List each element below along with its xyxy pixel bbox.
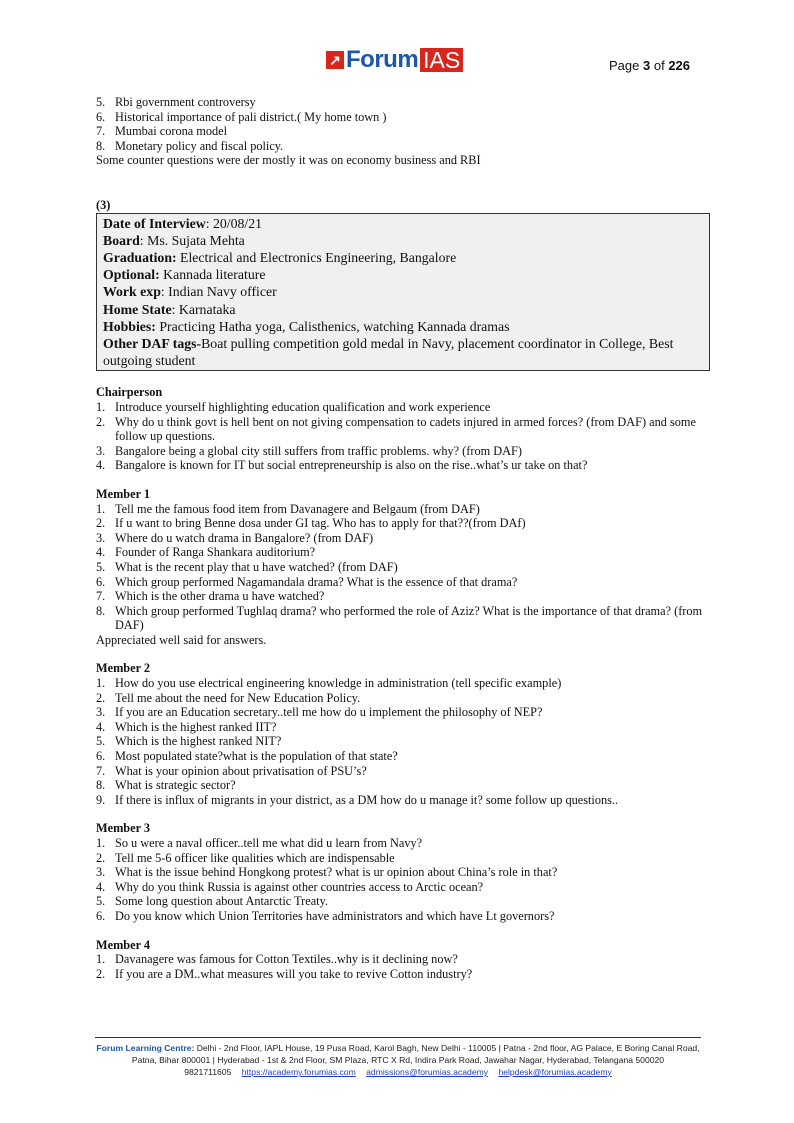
list-item-text: Davanagere was famous for Cotton Textiles..why is it declining now? bbox=[115, 952, 458, 967]
info-value: : Indian Navy officer bbox=[160, 284, 277, 300]
list-item-number: 5. bbox=[96, 559, 106, 574]
list-item-text: Why do you think Russia is against other countries access to Arctic ocean? bbox=[115, 879, 484, 894]
info-key: Optional: bbox=[103, 267, 160, 283]
list-item bbox=[96, 909, 706, 924]
page-current: 3 bbox=[643, 58, 651, 73]
page-total: 226 bbox=[668, 58, 691, 73]
list-item bbox=[96, 691, 706, 706]
interview-sections bbox=[96, 385, 706, 981]
list-item-number: 1. bbox=[96, 952, 106, 967]
footer bbox=[95, 1037, 701, 1078]
list-item bbox=[96, 502, 706, 517]
forumias-logo bbox=[326, 47, 463, 73]
list-item-text: If there is influx of migrants in your district, as a DM how do u manage it? some follow up questions.. bbox=[115, 792, 619, 807]
list-item bbox=[96, 95, 706, 110]
list-item-text: Bangalore being a global city still suffers from traffic problems. why? (from DAF) bbox=[115, 443, 522, 458]
list-item-text: Founder of Ranga Shankara auditorium? bbox=[115, 545, 316, 560]
list-item-number: 1. bbox=[96, 676, 106, 691]
logo-ias-text: IAS bbox=[420, 48, 463, 72]
list-item bbox=[96, 400, 706, 415]
info-value: : Ms. Sujata Mehta bbox=[139, 232, 245, 248]
interview-section bbox=[96, 385, 706, 473]
list-item-number: 8. bbox=[96, 138, 106, 153]
list-item bbox=[96, 560, 706, 575]
list-item-text: Tell me the famous food item from Davanagere and Belgaum (from DAF) bbox=[115, 501, 480, 516]
footer-address: Delhi - 2nd Floor, IAPL House, 19 Pusa Road, Karol Bagh, New Delhi - 110005 | Patna - 2nd floor, AG Palace, E Boring Canal Road, Patna, Bihar 800001 | Hyderabad - 1st & 2nd Floor, SM Plaza, RTC X Rd, Indira Park Road, Jawahar Nagar, Hyderabad, Telangana 500020 bbox=[131, 1043, 700, 1065]
list-item-text: Where do u watch drama in Bangalore? (from DAF) bbox=[115, 530, 374, 545]
list-item bbox=[96, 734, 706, 749]
info-value: Electrical and Electronics Engineering, Bangalore bbox=[176, 249, 457, 265]
list-item bbox=[96, 705, 706, 720]
list-item-text: Why do u think govt is hell bent on not giving compensation to cadets injured in armed forces? (from DAF) and some follow up questions. bbox=[115, 414, 696, 444]
list-item bbox=[96, 894, 706, 909]
info-value: Boat pulling competition gold medal in Navy, placement coordinator in College, Best outgoing student bbox=[103, 335, 674, 369]
footer-phone: 9821711605 bbox=[184, 1067, 232, 1077]
list-item bbox=[96, 124, 706, 139]
list-item-text: Introduce yourself highlighting education qualification and work experience bbox=[115, 399, 491, 414]
interview-section bbox=[96, 661, 706, 807]
info-value: : Karnataka bbox=[171, 301, 236, 317]
list-item bbox=[96, 444, 706, 459]
list-item-number: 2. bbox=[96, 850, 106, 865]
list-item-number: 6. bbox=[96, 109, 106, 124]
info-row bbox=[103, 335, 703, 369]
list-item-text: Tell me 5-6 officer like qualities which are indispensable bbox=[115, 850, 395, 865]
list-item-number: 4. bbox=[96, 458, 106, 473]
info-row bbox=[103, 266, 703, 283]
section-title: Member 2 bbox=[96, 661, 151, 676]
list-item-text: Bangalore is known for IT but social entrepreneurship is also on the rise..what’s ur take on that? bbox=[115, 458, 588, 473]
interview-number: (3) bbox=[96, 197, 111, 212]
list-item-text: Monetary policy and fiscal policy. bbox=[115, 138, 284, 153]
list-item-number: 5. bbox=[96, 734, 106, 749]
list-item-text: Which group performed Nagamandala drama? What is the essence of that drama? bbox=[115, 574, 518, 589]
list-item-number: 6. bbox=[96, 574, 106, 589]
list-item-number: 1. bbox=[96, 836, 106, 851]
list-item-text: Most populated state?what is the population of that state? bbox=[115, 749, 398, 764]
list-item bbox=[96, 139, 706, 154]
info-key: Home State bbox=[103, 301, 172, 317]
list-item bbox=[96, 415, 706, 444]
list-item-text: Which is the highest ranked NIT? bbox=[115, 734, 282, 749]
list-item bbox=[96, 836, 706, 851]
info-row bbox=[103, 232, 703, 249]
list-item-number: 4. bbox=[96, 719, 106, 734]
list-item bbox=[96, 458, 706, 473]
question-list bbox=[96, 502, 706, 633]
list-item-text: Historical importance of pali district.( My home town ) bbox=[115, 109, 387, 124]
list-item-text: Rbi government controversy bbox=[115, 95, 256, 109]
list-item-number: 3. bbox=[96, 443, 106, 458]
info-key: Graduation: bbox=[103, 249, 177, 265]
list-item-text: Which is the highest ranked IIT? bbox=[115, 719, 277, 734]
list-item-number: 6. bbox=[96, 749, 106, 764]
list-item bbox=[96, 967, 706, 982]
list-item bbox=[96, 545, 706, 560]
page-number bbox=[609, 58, 690, 73]
logo-arrow-icon: ↗ bbox=[326, 51, 344, 69]
list-item bbox=[96, 764, 706, 779]
list-item-number: 9. bbox=[96, 792, 106, 807]
list-item-number: 4. bbox=[96, 879, 106, 894]
list-item-number: 2. bbox=[96, 966, 106, 981]
logo-forum-text: Forum bbox=[346, 46, 419, 73]
list-item bbox=[96, 589, 706, 604]
section-note: Appreciated well said for answers. bbox=[96, 632, 267, 647]
list-item-number: 2. bbox=[96, 516, 106, 531]
list-item-text: If u want to bring Benne dosa under GI tag. Who has to apply for that??(from DAf) bbox=[115, 516, 526, 531]
list-item-text: Some long question about Antarctic Treaty. bbox=[115, 894, 329, 909]
list-item-number: 6. bbox=[96, 908, 106, 923]
list-item-number: 7. bbox=[96, 763, 106, 778]
list-item-number: 2. bbox=[96, 690, 106, 705]
footer-label: Forum Learning Centre: bbox=[96, 1043, 195, 1053]
info-row bbox=[103, 249, 703, 266]
info-key: Hobbies: bbox=[103, 318, 156, 334]
list-item-number: 8. bbox=[96, 778, 106, 793]
list-item bbox=[96, 110, 706, 125]
list-item-number: 3. bbox=[96, 705, 106, 720]
footer-link-helpdesk[interactable]: helpdesk@forumias.academy bbox=[498, 1067, 612, 1077]
list-item-number: 8. bbox=[96, 603, 106, 618]
info-key: Other DAF tags- bbox=[103, 335, 202, 351]
section-title: Member 1 bbox=[96, 486, 151, 501]
question-list bbox=[96, 676, 706, 807]
list-item bbox=[96, 516, 706, 531]
list-item-text: Mumbai corona model bbox=[115, 124, 228, 139]
list-item bbox=[96, 531, 706, 546]
list-item bbox=[96, 604, 706, 633]
intro-list bbox=[96, 95, 706, 153]
list-item-text: Do you know which Union Territories have administrators and which have Lt governors? bbox=[115, 908, 555, 923]
list-item bbox=[96, 865, 706, 880]
list-item-number: 4. bbox=[96, 545, 106, 560]
list-item-number: 3. bbox=[96, 530, 106, 545]
footer-link-academy[interactable]: https://academy.forumias.com bbox=[241, 1067, 356, 1077]
info-value: : 20/08/21 bbox=[205, 215, 263, 231]
page-of: of bbox=[653, 58, 665, 73]
list-item-text: What is strategic sector? bbox=[115, 778, 236, 793]
list-item-text: Which is the other drama u have watched? bbox=[115, 589, 325, 604]
list-item bbox=[96, 676, 706, 691]
page-prefix: Page bbox=[609, 58, 640, 73]
info-key: Work exp bbox=[103, 284, 161, 300]
list-item-text: Which group performed Tughlaq drama? who performed the role of Aziz? What is the importance of that drama? (from DAF) bbox=[115, 603, 703, 633]
info-key: Board bbox=[103, 232, 140, 248]
list-item bbox=[96, 749, 706, 764]
candidate-info-box bbox=[96, 213, 710, 372]
list-item-text: How do you use electrical engineering knowledge in administration (tell specific example) bbox=[115, 676, 562, 691]
list-item-number: 7. bbox=[96, 589, 106, 604]
list-item bbox=[96, 720, 706, 735]
info-key: Date of Interview bbox=[103, 215, 206, 231]
list-item bbox=[96, 778, 706, 793]
list-item-number: 5. bbox=[96, 894, 106, 909]
list-item-number: 7. bbox=[96, 124, 106, 139]
footer-link-admissions[interactable]: admissions@forumias.academy bbox=[366, 1067, 489, 1077]
section-title: Chairperson bbox=[96, 385, 163, 400]
list-item-text: If you are an Education secretary..tell me how do u implement the philosophy of NEP? bbox=[115, 705, 543, 720]
interview-section bbox=[96, 487, 706, 648]
document-body bbox=[96, 95, 706, 981]
list-item-text: So u were a naval officer..tell me what did u learn from Navy? bbox=[115, 836, 423, 851]
info-row bbox=[103, 215, 703, 232]
section-title: Member 4 bbox=[96, 937, 151, 952]
list-item-number: 2. bbox=[96, 414, 106, 429]
info-value: Practicing Hatha yoga, Calisthenics, watching Kannada dramas bbox=[155, 318, 510, 334]
info-row bbox=[103, 283, 703, 300]
list-item-text: What is the recent play that u have watched? (from DAF) bbox=[115, 559, 398, 574]
list-item-number: 1. bbox=[96, 399, 106, 414]
list-item-number: 3. bbox=[96, 865, 106, 880]
list-item-text: What is your opinion about privatisation of PSU’s? bbox=[115, 763, 367, 778]
list-item bbox=[96, 793, 706, 808]
interview-section bbox=[96, 821, 706, 923]
list-item bbox=[96, 851, 706, 866]
info-row bbox=[103, 318, 703, 335]
list-item-number: 5. bbox=[96, 95, 106, 109]
question-list bbox=[96, 952, 706, 981]
question-list bbox=[96, 836, 706, 924]
list-item bbox=[96, 952, 706, 967]
list-item bbox=[96, 575, 706, 590]
question-list bbox=[96, 400, 706, 473]
list-item bbox=[96, 880, 706, 895]
info-value: Kannada literature bbox=[159, 267, 266, 283]
interview-section bbox=[96, 938, 706, 982]
list-item-number: 1. bbox=[96, 501, 106, 516]
list-item-text: Tell me about the need for New Education Policy. bbox=[115, 690, 361, 705]
info-row bbox=[103, 301, 703, 318]
section-title: Member 3 bbox=[96, 821, 151, 836]
intro-note: Some counter questions were der mostly it was on economy business and RBI bbox=[96, 153, 481, 168]
list-item-text: What is the issue behind Hongkong protest? what is ur opinion about China’s role in that? bbox=[115, 865, 558, 880]
list-item-text: If you are a DM..what measures will you take to revive Cotton industry? bbox=[115, 966, 473, 981]
